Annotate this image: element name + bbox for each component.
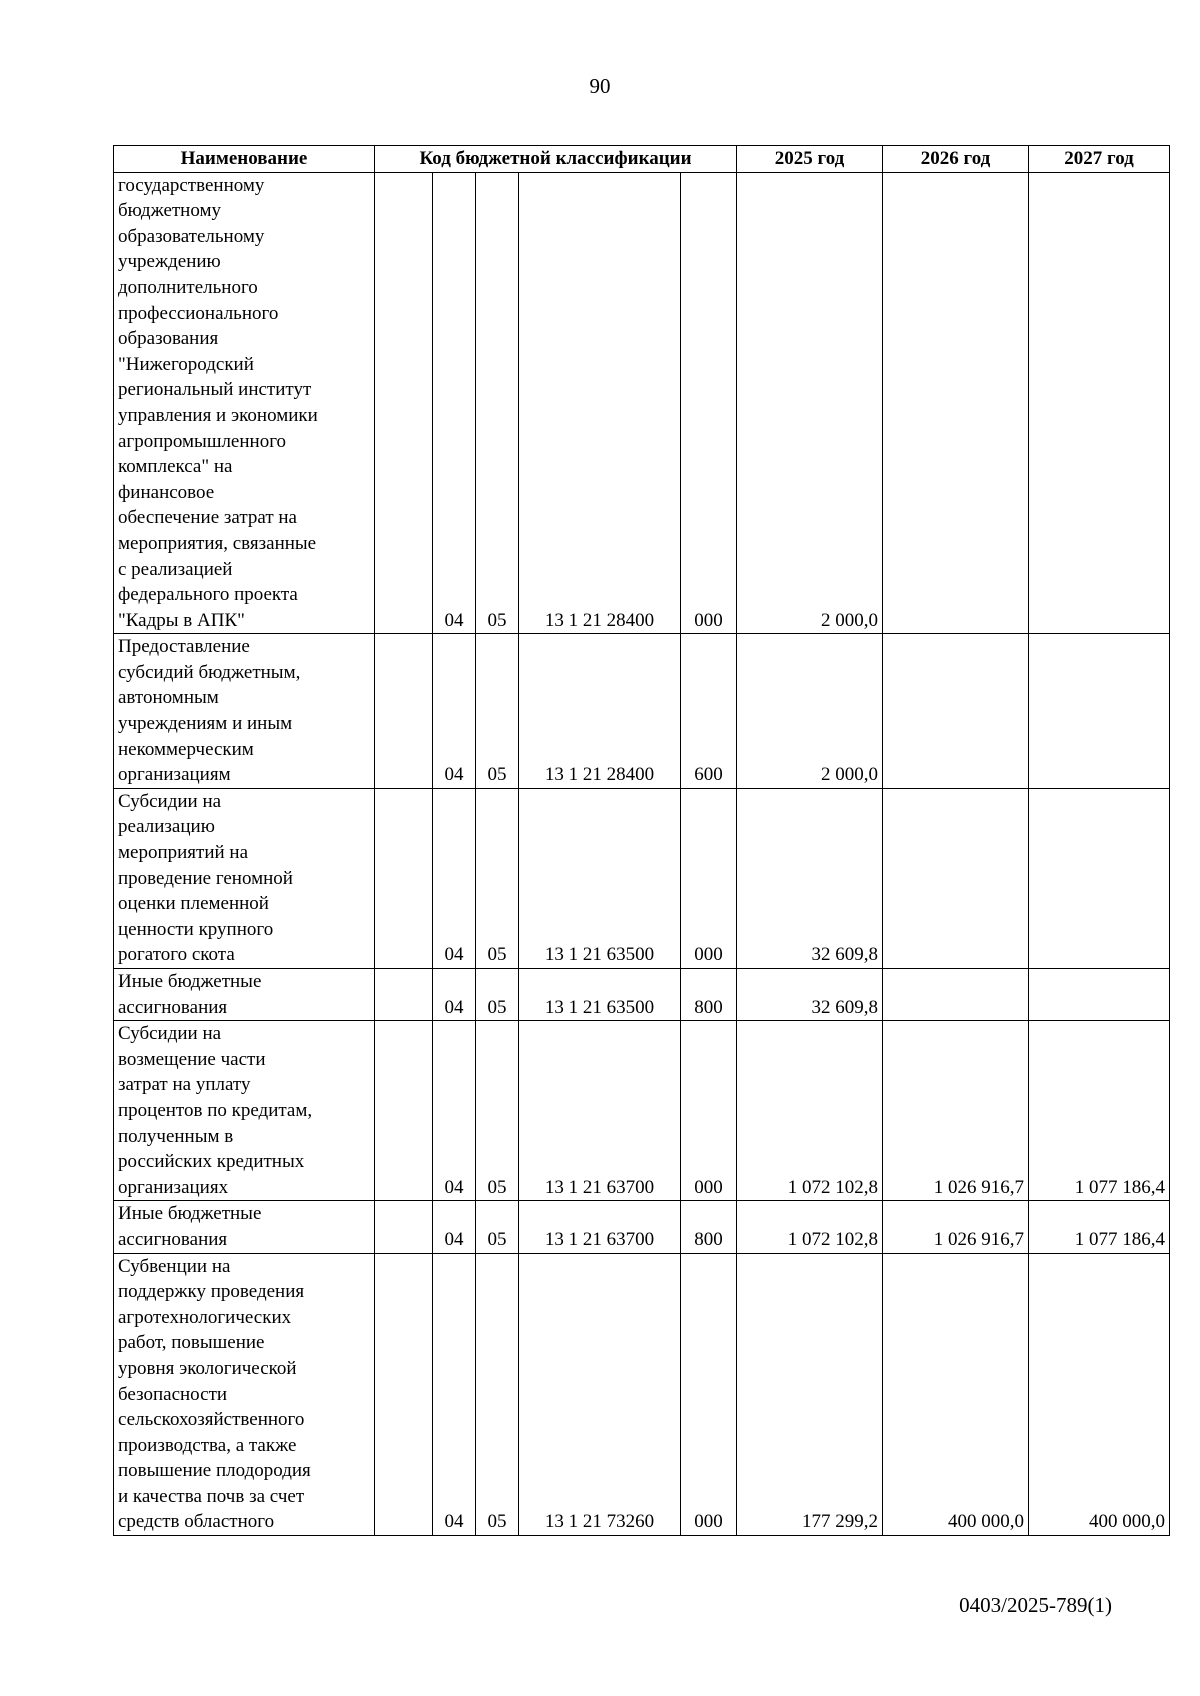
row-2027-cell: 1 077 186,4 — [1029, 1201, 1170, 1253]
page-number: 90 — [589, 74, 611, 98]
row-name-line: работ, повышение — [118, 1332, 265, 1354]
row-name-line: сельскохозяйственного — [118, 1409, 305, 1431]
row-name-line: управления и экономики — [118, 404, 318, 426]
row-name-line: затрат на уплату — [118, 1074, 251, 1096]
row-name-line: субсидий бюджетным, — [118, 661, 301, 683]
row-name-line: ценности крупного — [118, 918, 274, 940]
row-subsection-cell: 05 — [476, 634, 519, 789]
row-blank-cell — [375, 172, 433, 634]
row-name-line: "Нижегородский — [118, 353, 254, 375]
row-2026-cell — [883, 634, 1029, 789]
header-2025: 2025 год — [737, 146, 883, 173]
header-2026: 2026 год — [883, 146, 1029, 173]
row-name-line: автономным — [118, 687, 219, 709]
row-expense-kind-cell: 600 — [681, 634, 737, 789]
row-expense-kind-cell: 000 — [681, 172, 737, 634]
row-2025-cell: 2 000,0 — [737, 172, 883, 634]
row-2027-cell — [1029, 788, 1170, 968]
row-name-line: Предоставление — [118, 636, 250, 658]
row-blank-cell — [375, 1201, 433, 1253]
row-name-line: финансовое — [118, 481, 215, 503]
table-body — [114, 172, 1170, 1535]
row-expense-kind-cell: 800 — [681, 969, 737, 1021]
table-row — [114, 1253, 1170, 1536]
row-name-line: мероприятия, связанные — [118, 532, 317, 554]
row-name-line: профессионального — [118, 302, 279, 324]
row-2027-cell — [1029, 634, 1170, 789]
row-section-cell: 04 — [433, 1201, 476, 1253]
table-row — [114, 788, 1170, 968]
row-name-cell — [114, 1201, 375, 1253]
row-2025-cell: 1 072 102,8 — [737, 1201, 883, 1253]
table-row — [114, 172, 1170, 634]
row-name-line: безопасности — [118, 1383, 228, 1405]
row-name-line: обеспечение затрат на — [118, 507, 297, 529]
row-subsection-cell: 05 — [476, 1201, 519, 1253]
row-2025-cell: 32 609,8 — [737, 969, 883, 1021]
row-name-line: российских кредитных — [118, 1151, 305, 1173]
row-subsection-cell: 05 — [476, 1253, 519, 1536]
row-2026-cell — [883, 788, 1029, 968]
row-name-line: средств областного — [118, 1511, 275, 1533]
row-blank-cell — [375, 1021, 433, 1201]
row-name-line: федерального проекта — [118, 584, 298, 606]
row-name-line: полученным в — [118, 1125, 234, 1147]
header-name: Наименование — [114, 146, 375, 173]
row-name-line: повышение плодородия — [118, 1460, 311, 1482]
row-2027-cell — [1029, 172, 1170, 634]
row-blank-cell — [375, 969, 433, 1021]
row-2026-cell: 1 026 916,7 — [883, 1021, 1029, 1201]
row-name-line: "Кадры в АПК" — [118, 609, 245, 631]
row-name-line: организациям — [118, 764, 231, 786]
row-name-line: комплекса" на — [118, 456, 233, 478]
row-2027-cell: 400 000,0 — [1029, 1253, 1170, 1536]
row-name-line: Иные бюджетные — [118, 971, 262, 992]
row-name-line: некоммерческим — [118, 738, 254, 760]
row-name-line: проведение геномной — [118, 867, 293, 889]
table-row — [114, 1201, 1170, 1253]
row-2026-cell — [883, 172, 1029, 634]
row-blank-cell — [375, 634, 433, 789]
table-row — [114, 634, 1170, 789]
row-name-line: региональный институт — [118, 379, 312, 401]
row-name-line: Субсидии на — [118, 1023, 222, 1045]
row-name-line: образования — [118, 328, 219, 350]
row-name-line: оценки племенной — [118, 893, 269, 915]
row-target-article-cell: 13 1 21 28400 — [519, 634, 681, 789]
header-2027: 2027 год — [1029, 146, 1170, 173]
row-target-article-cell: 13 1 21 63700 — [519, 1201, 681, 1253]
row-name-line: процентов по кредитам, — [118, 1099, 313, 1121]
row-subsection-cell: 05 — [476, 969, 519, 1021]
row-name-line: рогатого скота — [118, 944, 235, 966]
row-name-line: ассигнования — [118, 996, 228, 1018]
table-row — [114, 1021, 1170, 1201]
row-name-line: мероприятий на — [118, 842, 249, 864]
row-2025-cell: 32 609,8 — [737, 788, 883, 968]
row-name-line: учреждению — [118, 251, 221, 273]
row-name-line: дополнительного — [118, 276, 258, 298]
row-section-cell: 04 — [433, 634, 476, 789]
row-name-line: возмещение части — [118, 1048, 266, 1070]
row-name-cell — [114, 1253, 375, 1536]
row-2026-cell: 400 000,0 — [883, 1253, 1029, 1536]
row-name-line: реализацию — [118, 816, 215, 838]
row-name-line: образовательному — [118, 225, 265, 247]
row-section-cell: 04 — [433, 969, 476, 1021]
row-2025-cell: 1 072 102,8 — [737, 1021, 883, 1201]
row-2026-cell — [883, 969, 1029, 1021]
row-2027-cell: 1 077 186,4 — [1029, 1021, 1170, 1201]
row-name-cell — [114, 634, 375, 789]
row-section-cell: 04 — [433, 172, 476, 634]
row-target-article-cell: 13 1 21 73260 — [519, 1253, 681, 1536]
row-subsection-cell: 05 — [476, 1021, 519, 1201]
row-blank-cell — [375, 788, 433, 968]
row-name-line: Субсидии на — [118, 790, 222, 812]
row-subsection-cell: 05 — [476, 788, 519, 968]
row-2026-cell: 1 026 916,7 — [883, 1201, 1029, 1253]
row-name-cell — [114, 788, 375, 968]
row-section-cell: 04 — [433, 788, 476, 968]
row-target-article-cell: 13 1 21 63500 — [519, 788, 681, 968]
row-name-line: уровня экологической — [118, 1357, 297, 1379]
row-name-cell — [114, 1021, 375, 1201]
row-2025-cell: 2 000,0 — [737, 634, 883, 789]
row-name-line: агропромышленного — [118, 430, 287, 452]
row-name-line: организациях — [118, 1176, 229, 1198]
row-name-cell — [114, 172, 375, 634]
document-code: 0403/2025-789(1) — [959, 1593, 1112, 1617]
table-header-row — [114, 146, 1170, 173]
row-expense-kind-cell: 000 — [681, 1021, 737, 1201]
row-target-article-cell: 13 1 21 63500 — [519, 969, 681, 1021]
row-name-line: Субвенции на — [118, 1255, 231, 1277]
row-name-line: бюджетному — [118, 200, 222, 222]
row-name-line: агротехнологических — [118, 1306, 292, 1328]
row-name-line: поддержку проведения — [118, 1281, 305, 1303]
row-2025-cell: 177 299,2 — [737, 1253, 883, 1536]
row-name-line: ассигнования — [118, 1228, 228, 1250]
row-blank-cell — [375, 1253, 433, 1536]
row-name-line: производства, а также — [118, 1434, 297, 1456]
budget-table — [113, 145, 1170, 1536]
row-name-line: учреждениям и иным — [118, 713, 293, 735]
row-2027-cell — [1029, 969, 1170, 1021]
row-target-article-cell: 13 1 21 28400 — [519, 172, 681, 634]
row-subsection-cell: 05 — [476, 172, 519, 634]
row-name-cell — [114, 969, 375, 1021]
row-expense-kind-cell: 000 — [681, 788, 737, 968]
row-name-line: с реализацией — [118, 558, 233, 580]
table-row — [114, 969, 1170, 1021]
row-name-line: Иные бюджетные — [118, 1203, 262, 1225]
row-expense-kind-cell: 000 — [681, 1253, 737, 1536]
row-target-article-cell: 13 1 21 63700 — [519, 1021, 681, 1201]
row-section-cell: 04 — [433, 1253, 476, 1536]
row-name-line: государственному — [118, 174, 265, 196]
row-expense-kind-cell: 800 — [681, 1201, 737, 1253]
header-budget-code: Код бюджетной классификации — [375, 146, 737, 173]
row-name-line: и качества почв за счет — [118, 1485, 305, 1507]
row-section-cell: 04 — [433, 1021, 476, 1201]
